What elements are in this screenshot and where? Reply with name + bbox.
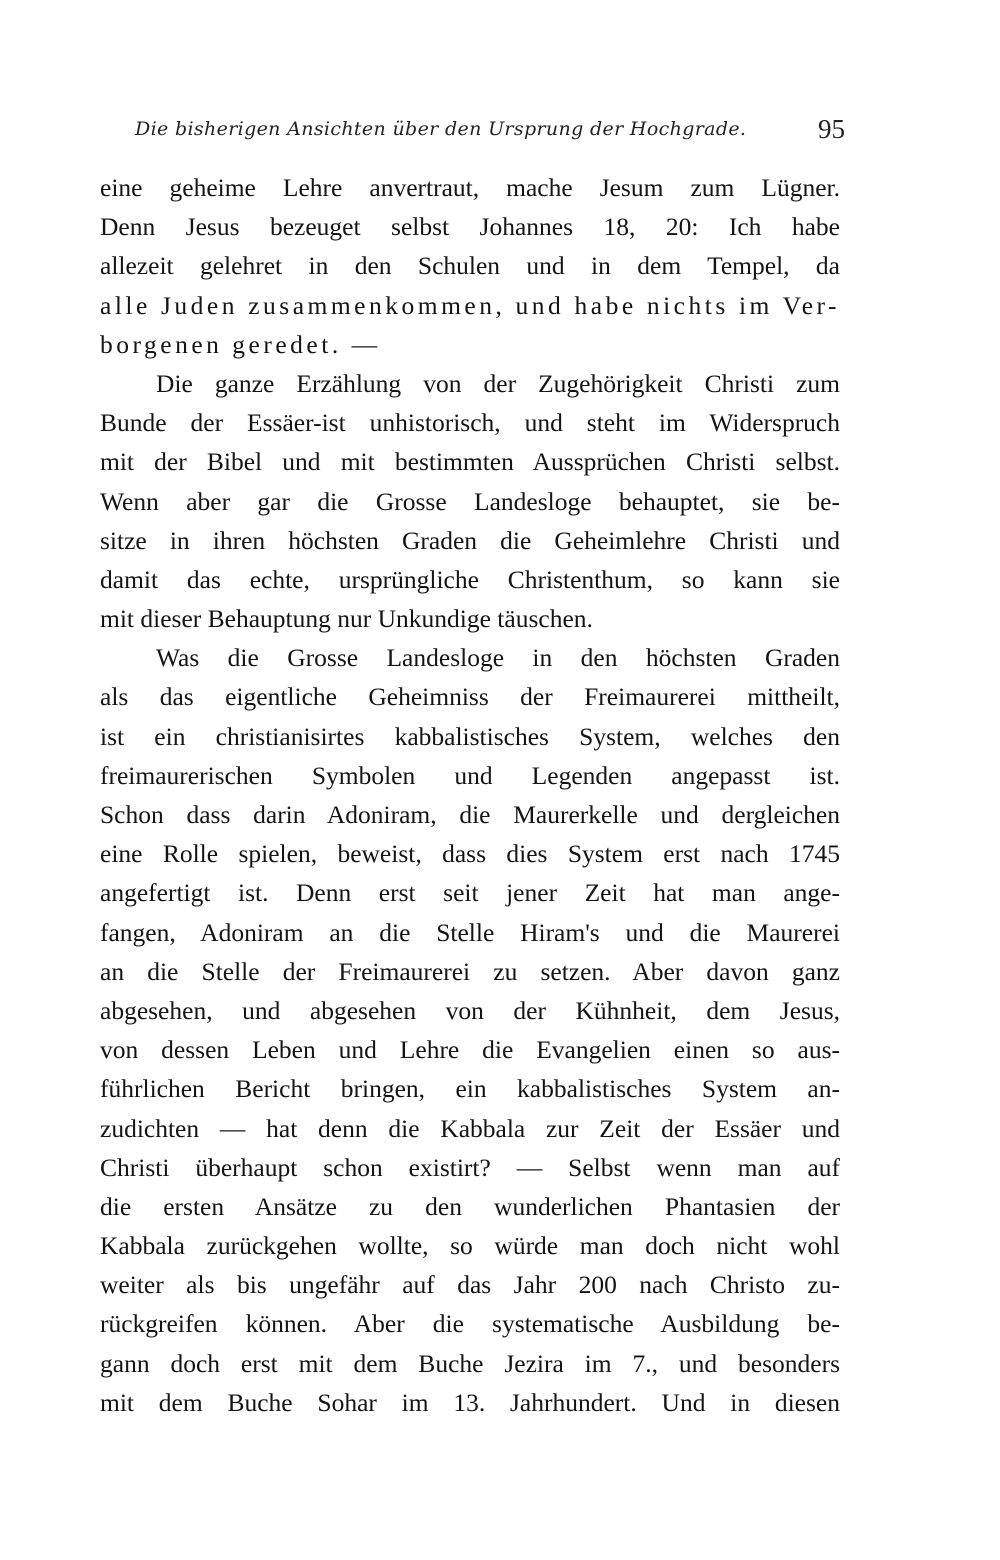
text-line: Die ganze Erzählung von der Zugehörigkeit Christi zum bbox=[156, 368, 840, 398]
text-line: Schon dass darin Adoniram, die Maurerkelle und dergleichen bbox=[100, 800, 840, 829]
text-line: als das eigentliche Geheimniss der Freimaurerei mittheilt, bbox=[100, 682, 840, 712]
running-head bbox=[135, 114, 845, 154]
text-line: weiter als bis ungefähr auf das Jahr 200 nach Christo zu- bbox=[100, 1270, 840, 1300]
body-text bbox=[100, 168, 840, 1422]
page-number: 95 bbox=[818, 114, 845, 144]
text-line: Bunde der Essäer-ist unhistorisch, und steht im Widerspruch bbox=[100, 408, 840, 438]
text-line: führlichen Bericht bringen, ein kabbalistisches System an- bbox=[100, 1074, 840, 1104]
paragraph-2 bbox=[100, 364, 840, 638]
text-line: alle Juden zusammenkommen, und habe nichts im Ver- bbox=[100, 290, 840, 320]
text-line: allezeit gelehret in den Schulen und in dem Tempel, da bbox=[100, 251, 840, 281]
text-line: fangen, Adoniram an die Stelle Hiram's und die Maurerei bbox=[100, 917, 840, 947]
text-line: eine Rolle spielen, beweist, dass dies System erst nach 1745 bbox=[100, 839, 840, 869]
text-line: Denn Jesus bezeuget selbst Johannes 18, 20: Ich habe bbox=[100, 212, 840, 242]
text-line: Christi überhaupt schon existirt? — Selbst wenn man auf bbox=[100, 1152, 840, 1182]
running-title: Die bisherigen Ansichten über den Ursprung der Hochgrade. bbox=[135, 118, 747, 140]
text-line: damit das echte, ursprüngliche Christenthum, so kann sie bbox=[100, 564, 840, 594]
text-line: rückgreifen können. Aber die systematische Ausbildung be- bbox=[100, 1309, 840, 1339]
text-line: angefertigt ist. Denn erst seit jener Zeit hat man ange- bbox=[100, 878, 840, 908]
text-line: die ersten Ansätze zu den wunderlichen Phantasien der bbox=[100, 1191, 840, 1221]
paragraph-1 bbox=[100, 168, 840, 364]
paragraph-3 bbox=[100, 638, 840, 1422]
text-line: freimaurerischen Symbolen und Legenden angepasst ist. bbox=[100, 760, 840, 790]
text-line: gann doch erst mit dem Buche Jezira im 7., und besonders bbox=[100, 1348, 840, 1378]
text-line: von dessen Leben und Lehre die Evangelien einen so aus- bbox=[100, 1035, 840, 1065]
text-line: mit der Bibel und mit bestimmten Aussprüchen Christi selbst. bbox=[100, 447, 840, 477]
text-line: Kabbala zurückgehen wollte, so würde man doch nicht wohl bbox=[100, 1231, 840, 1261]
text-line: Was die Grosse Landesloge in den höchsten Graden bbox=[156, 643, 840, 673]
text-line: mit dem Buche Sohar im 13. Jahrhundert. Und in diesen bbox=[100, 1387, 840, 1417]
text-line: sitze in ihren höchsten Graden die Geheimlehre Christi und bbox=[100, 525, 840, 555]
text-line: Wenn aber gar die Grosse Landesloge behauptet, sie be- bbox=[100, 486, 840, 516]
text-line: eine geheime Lehre anvertraut, mache Jesum zum Lügner. bbox=[100, 173, 840, 202]
text-line: mit dieser Behauptung nur Unkundige täuschen. bbox=[100, 604, 593, 634]
text-line: abgesehen, und abgesehen von der Kühnheit, dem Jesus, bbox=[100, 995, 840, 1025]
text-line: an die Stelle der Freimaurerei zu setzen. Aber davon ganz bbox=[100, 956, 840, 986]
text-line: zudichten — hat denn die Kabbala zur Zeit der Essäer und bbox=[100, 1113, 840, 1143]
text-line: ist ein christianisirtes kabbalistisches System, welches den bbox=[100, 721, 840, 751]
text-line: borgenen geredet. — bbox=[100, 329, 381, 359]
